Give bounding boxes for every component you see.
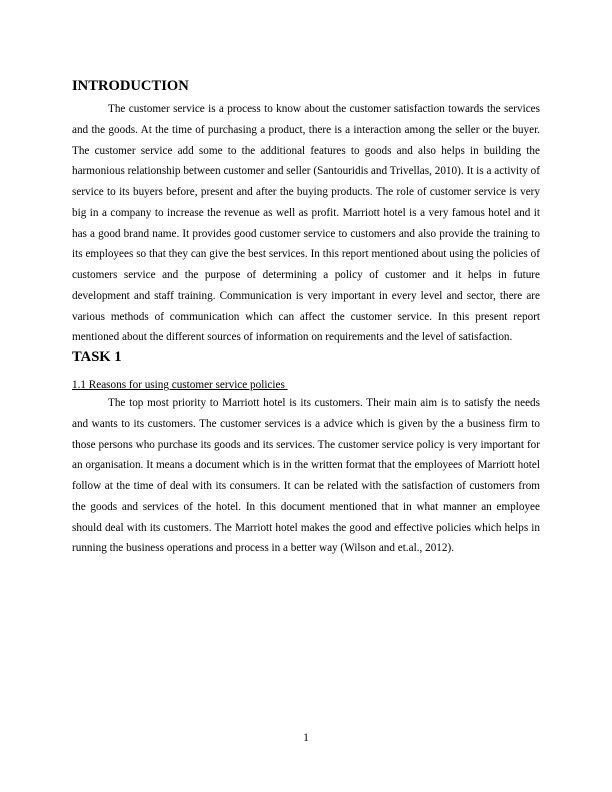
task1-subheading: 1.1 Reasons for using customer service policies [72, 379, 288, 391]
task1-paragraph: The top most priority to Marriott hotel is its customers. Their main aim is to satisfy the needs and wants to its customers. The customer services is a advice which is given by the a business firm to those persons who purchase its goods and its services. The customer service policy is very important for an organisation. It means a document which is in the written format that the employees of Marriott hotel follow at the time of deal with its consumers. It can be related with the satisfaction of customers from the goods and services of the hotel. In this document mentioned that in what manner an employee should deal with its customers. The Marriott hotel makes the good and effective policies which helps in running the business operations and process in a better way (Wilson and et.al., 2012). [72, 397, 540, 555]
introduction-paragraph: The customer service is a process to know about the customer satisfaction towards the services and the goods. At the time of purchasing a product, there is a interaction among the seller or the buyer. The customer service add some to the additional features to goods and also helps in building the harmonious relationship between customer and seller (Santouridis and Trivellas, 2010). It is a activity of service to its buyers before, present and after the buying products. The role of customer service is very big in a company to increase the revenue as well as profit. Marriott hotel is a very famous hotel and it has a good brand name. It provides good customer service to customers and also provide the training to its employees so that they can give the best services. In this report mentioned about using the policies of customers service and the purpose of determining a policy of customer and it helps in future development and staff training. Communication is very important in every level and sector, there are various methods of communication which can affect the customer service. In this present report mentioned about the different sources of information on requirements and the level of satisfaction. [72, 103, 540, 344]
task1-heading: TASK 1 [72, 349, 122, 365]
introduction-heading: INTRODUCTION [72, 78, 189, 94]
page-content [72, 77, 540, 559]
page-number: 1 [303, 732, 309, 744]
